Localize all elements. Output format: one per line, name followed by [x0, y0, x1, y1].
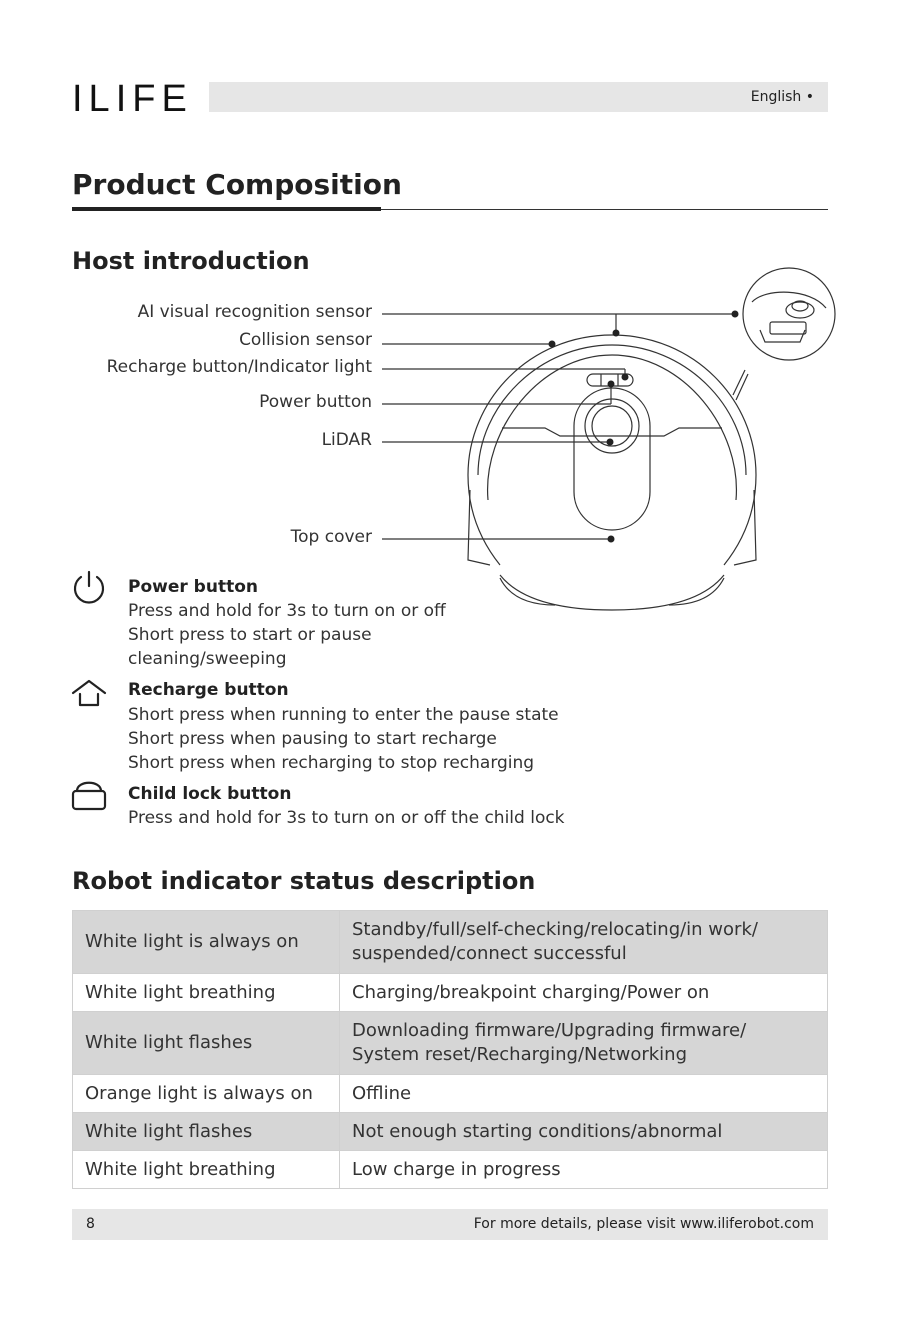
status-cell: [340, 1012, 828, 1075]
power-button-line: Short press to start or pause: [128, 625, 372, 645]
status-cell: Offline: [340, 1075, 828, 1113]
status-line: Downloading firmware/Upgrading firmware/: [352, 1020, 747, 1041]
footer-bar: [72, 1209, 828, 1240]
light-cell: Orange light is always on: [73, 1075, 340, 1113]
recharge-button-line: Short press when pausing to start recharge: [128, 729, 497, 749]
table-row: [73, 974, 828, 1012]
status-cell: Charging/breakpoint charging/Power on: [340, 974, 828, 1012]
power-button-line: cleaning/sweeping: [128, 649, 287, 669]
callout-recharge-button: Recharge button/Indicator light: [106, 357, 372, 377]
lock-icon: [70, 776, 108, 812]
light-cell: White light flashes: [73, 1012, 340, 1075]
indicator-heading: Robot indicator status description: [72, 867, 536, 895]
light-cell: White light is always on: [73, 911, 340, 974]
table-row: [73, 1113, 828, 1151]
child-lock-line: Press and hold for 3s to turn on or off the child lock: [128, 808, 565, 828]
table-row: [73, 911, 828, 974]
callout-power-button: Power button: [259, 392, 372, 412]
status-line: Standby/full/self-checking/relocating/in work/: [352, 919, 758, 940]
language-label[interactable]: English •: [750, 89, 814, 105]
table-row: [73, 1151, 828, 1189]
table-row: [73, 1075, 828, 1113]
power-button-line: Press and hold for 3s to turn on or off: [128, 601, 446, 621]
status-line: suspended/connect successful: [352, 943, 627, 964]
title-underline: [72, 207, 381, 211]
light-cell: White light breathing: [73, 974, 340, 1012]
power-button-title: Power button: [128, 577, 258, 597]
indicator-status-table: [72, 910, 828, 1189]
power-icon: [70, 568, 108, 606]
light-cell: White light breathing: [73, 1151, 340, 1189]
recharge-button-line: Short press when running to enter the pause state: [128, 705, 559, 725]
child-lock-title: Child lock button: [128, 784, 292, 804]
recharge-button-line: Short press when recharging to stop recharging: [128, 753, 535, 773]
callout-collision-sensor: Collision sensor: [239, 330, 372, 350]
footer-visit-link[interactable]: For more details, please visit www.iliferobot.com: [473, 1216, 814, 1232]
callout-ai-sensor: AI visual recognition sensor: [137, 302, 372, 322]
status-cell: [340, 911, 828, 974]
status-cell: Low charge in progress: [340, 1151, 828, 1189]
callout-top-cover: Top cover: [290, 527, 372, 547]
light-cell: White light flashes: [73, 1113, 340, 1151]
robot-illustration: [0, 260, 902, 620]
callout-lidar: LiDAR: [321, 430, 372, 450]
language-bar: [209, 82, 828, 112]
page-number: 8: [86, 1216, 95, 1232]
status-line: System reset/Recharging/Networking: [352, 1044, 688, 1065]
home-icon: [70, 676, 108, 710]
host-intro-heading: Host introduction: [72, 247, 310, 275]
recharge-button-title: Recharge button: [128, 680, 289, 700]
table-row: [73, 1012, 828, 1075]
page-title: Product Composition: [72, 168, 402, 201]
status-cell: Not enough starting conditions/abnormal: [340, 1113, 828, 1151]
brand-logo: ILIFE: [72, 78, 193, 120]
